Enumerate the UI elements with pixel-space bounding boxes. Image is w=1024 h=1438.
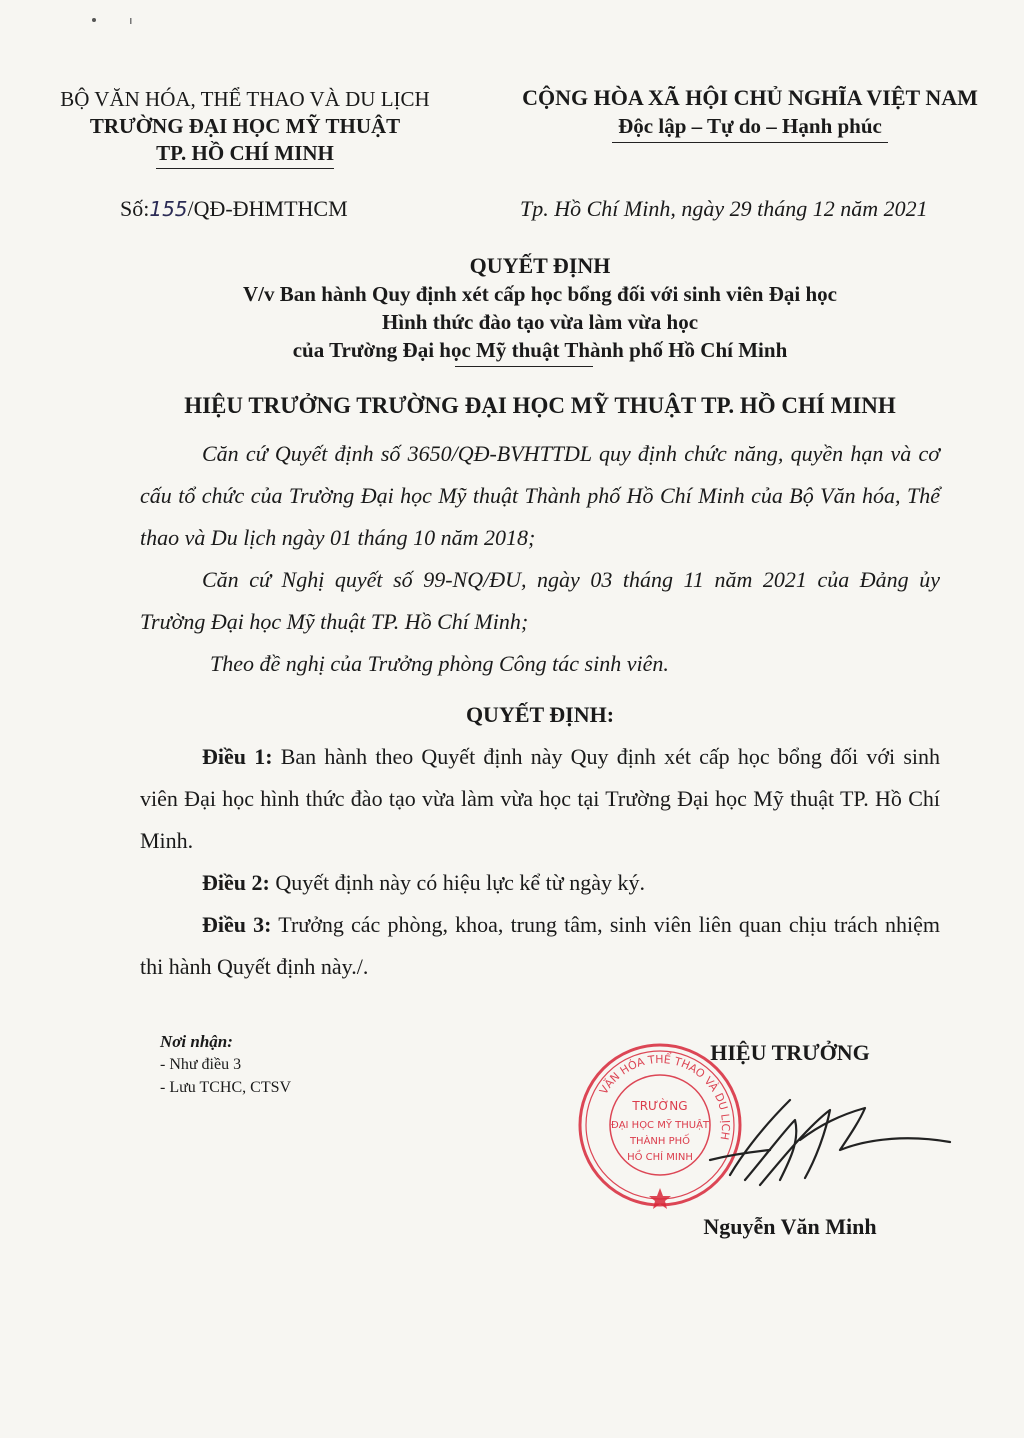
title-underline: [455, 366, 593, 367]
article-text: Quyết định này có hiệu lực kể từ ngày ký.: [269, 870, 645, 895]
article-1: [140, 736, 940, 862]
recipient-item: - Như điều 3: [160, 1056, 242, 1073]
article-text: Ban hành theo Quyết định này Quy định xét cấp học bổng đối với sinh viên Đại học hình thức đào tạo vừa làm vừa học tại Trường Đại học Mỹ thuật TP. Hồ Chí Minh.: [140, 744, 940, 853]
subject-line-1: V/v Ban hành Quy định xét cấp học bổng đối với sinh viên Đại học: [243, 282, 837, 306]
university-name: TRƯỜNG ĐẠI HỌC MỸ THUẬT: [89, 114, 401, 138]
article-2: [140, 862, 940, 904]
scan-specks: [90, 12, 150, 32]
recipients-heading: Nơi nhận:: [160, 1032, 233, 1051]
issuer-line: HIỆU TRƯỞNG TRƯỜNG ĐẠI HỌC MỸ THUẬT TP. HỒ CHÍ MINH: [184, 393, 896, 418]
svg-text:HỒ CHÍ MINH: HỒ CHÍ MINH: [627, 1152, 693, 1163]
recipient-item: - Lưu TCHC, CTSV: [160, 1079, 292, 1096]
document-number: [120, 196, 348, 222]
ministry-name: BỘ VĂN HÓA, THỂ THAO VÀ DU LỊCH: [60, 87, 430, 111]
decision-title: [60, 252, 1020, 364]
issuing-authority: [30, 86, 460, 169]
article-label: Điều 3:: [202, 912, 272, 937]
national-title: CỘNG HÒA XÃ HỘI CHỦ NGHĨA VIỆT NAM: [522, 85, 978, 110]
national-motto: Độc lập – Tự do – Hạnh phúc: [612, 112, 888, 143]
articles: [140, 736, 940, 988]
stamp-ring-text: VĂN HÓA THỂ THAO VÀ DU LỊCH: [597, 1052, 733, 1141]
subject-line-3: của Trường Đại học Mỹ thuật Thành phố Hồ Chí Minh: [292, 338, 788, 362]
article-3: [140, 904, 940, 988]
svg-text:TRƯỜNG: TRƯỜNG: [632, 1099, 688, 1113]
basis-item: Căn cứ Quyết định số 3650/QĐ-BVHTTDL quy định chức năng, quyền hạn và cơ cấu tổ chức của Trường Đại học Mỹ thuật Thành phố Hồ Chí Minh của Bộ Văn hóa, Thể thao và Du lịch ngày 01 tháng 10 năm 2018;: [140, 441, 940, 550]
article-label: Điều 2:: [202, 870, 270, 895]
signer-title: HIỆU TRƯỞNG: [710, 1040, 870, 1065]
article-text: Trưởng các phòng, khoa, trung tâm, sinh viên liên quan chịu trách nhiệm thi hành Quyết định này./.: [140, 912, 940, 979]
subject-line-2: Hình thức đào tạo vừa làm vừa học: [381, 310, 699, 334]
signer-name: Nguyễn Văn Minh: [703, 1214, 877, 1239]
issue-date: Tp. Hồ Chí Minh, ngày 29 tháng 12 năm 2021: [520, 196, 928, 221]
doc-number-prefix: Số:: [120, 196, 150, 221]
national-header: [500, 84, 1000, 143]
decision-section-heading: QUYẾT ĐỊNH:: [465, 702, 615, 727]
legal-basis: [140, 433, 940, 685]
svg-text:ĐẠI HỌC MỸ THUẬT: ĐẠI HỌC MỸ THUẬT: [610, 1120, 710, 1131]
decision-heading: QUYẾT ĐỊNH: [469, 253, 611, 278]
recipients: [160, 1030, 291, 1099]
article-label: Điều 1:: [202, 744, 273, 769]
doc-number-handwritten: 155: [149, 197, 188, 221]
handwritten-signature: [690, 1080, 960, 1200]
svg-text:THÀNH PHỐ: THÀNH PHỐ: [629, 1136, 691, 1147]
basis-item: Căn cứ Nghị quyết số 99-NQ/ĐU, ngày 03 tháng 11 năm 2021 của Đảng ủy Trường Đại học Mỹ thuật TP. Hồ Chí Minh;: [140, 567, 940, 634]
doc-number-suffix: /QĐ-ĐHMTHCM: [187, 196, 348, 221]
university-city: TP. HỒ CHÍ MINH: [156, 140, 334, 169]
basis-item: Theo đề nghị của Trưởng phòng Công tác sinh viên.: [210, 651, 669, 676]
